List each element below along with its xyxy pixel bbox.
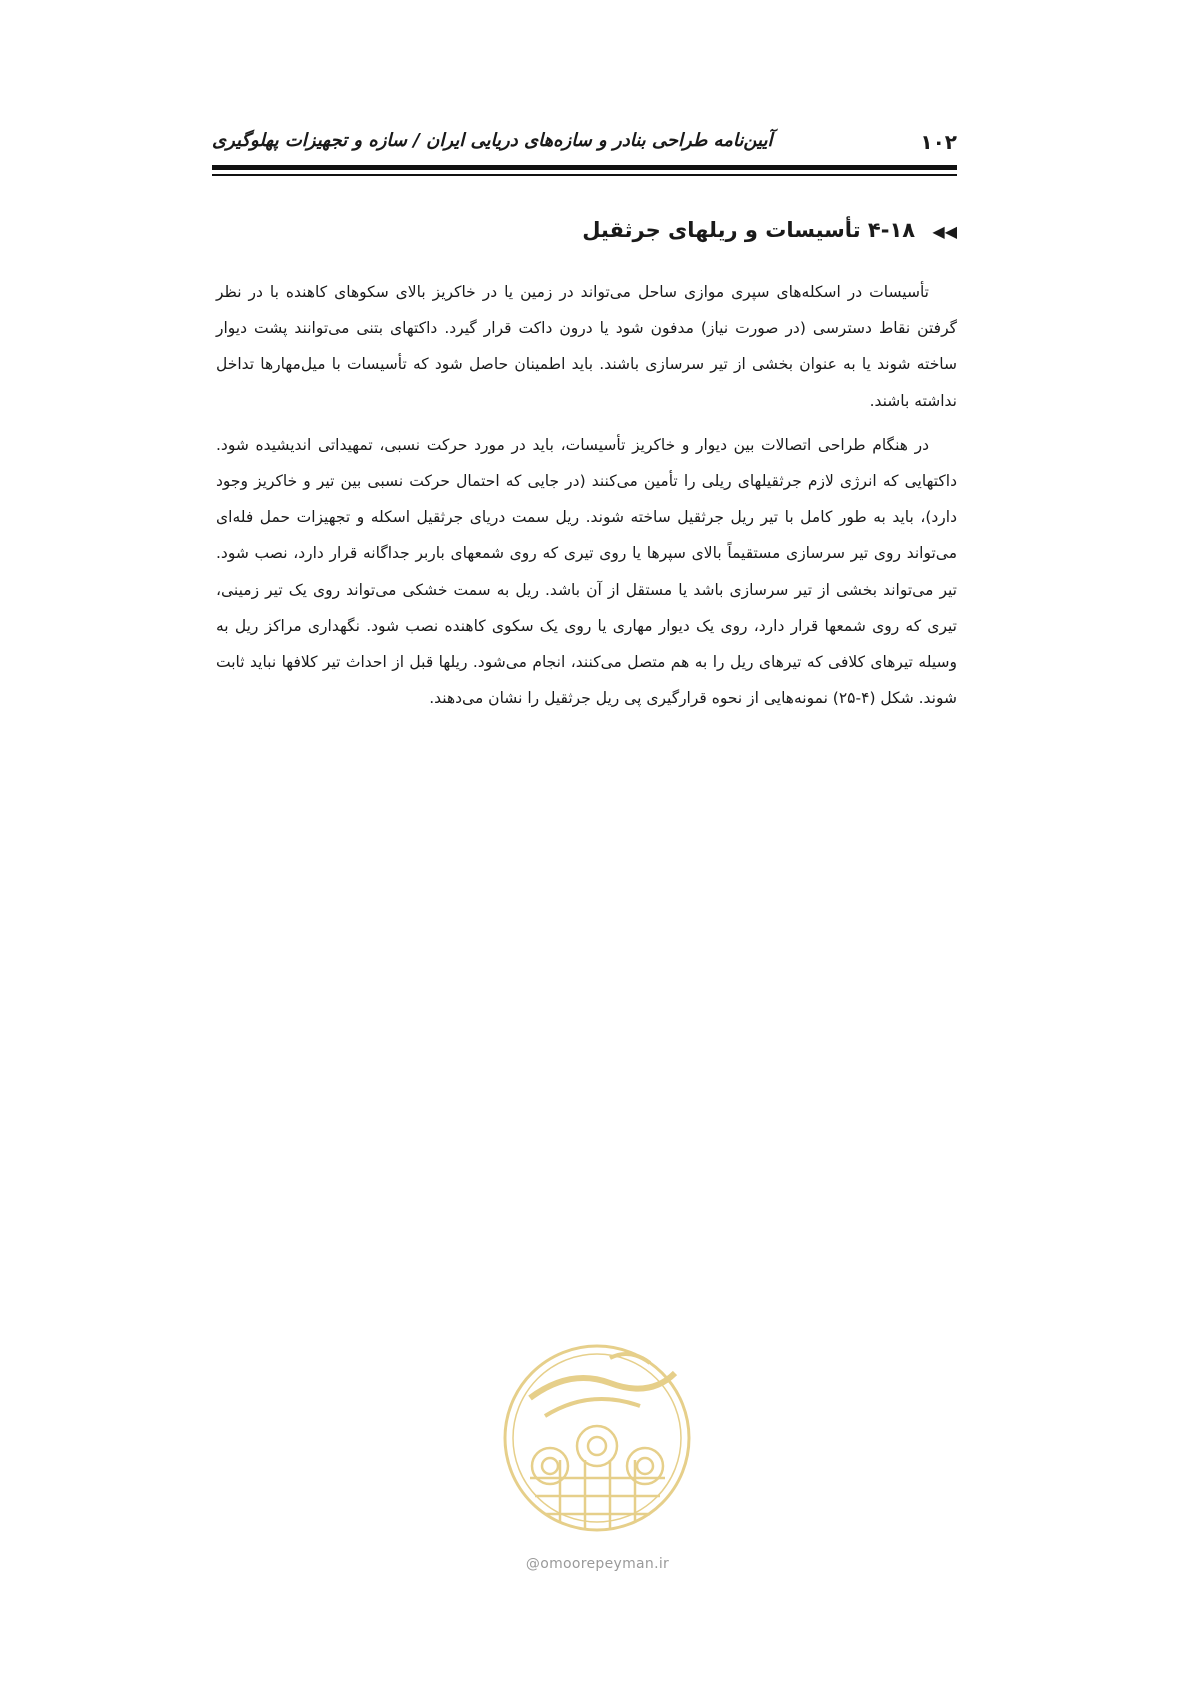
body-text — [216, 274, 957, 716]
section-marker-icon: ◀◀ — [932, 222, 957, 241]
section-title: تأسیسات و ریلهای جرثقیل — [582, 218, 861, 242]
watermark-url: @omoorepeyman.ir — [525, 1556, 670, 1572]
watermark-logo-icon — [490, 1328, 705, 1558]
section-heading — [582, 218, 957, 242]
header-rule-thin — [212, 174, 957, 176]
page-header — [212, 128, 957, 158]
watermark-logo — [490, 1328, 705, 1568]
page-number: ۱۰۲ — [920, 130, 957, 154]
header-rule-thick — [212, 165, 957, 170]
paragraph: در هنگام طراحی اتصالات بین دیوار و خاکریز تأسیسات، باید در مورد حرکت نسبی، تمهیداتی اندیشیده شود. داکتهایی که انرژی لازم جرثقیلهای ریلی را تأمین می‌کنند (در جایی که احتمال حرکت نسبی بین تیر و خاکریز وجود دارد)، باید به طور کامل با تیر ریل جرثقیل ساخته شوند. ریل سمت دریای جرثقیل اسکله و تجهیزات حمل فله‌ای می‌تواند روی تیر سرسازی مستقیماً بالای سپرها یا روی تیری که روی شمعهای باربر جداگانه قرار دارد، نصب شود. تیر می‌تواند بخشی از تیر سرسازی باشد یا مستقل از آن باشد. ریل به سمت خشکی می‌تواند روی یک تیر زمینی، تیری که روی شمعها قرار دارد، روی یک دیوار مهاری یا روی یک سکوی کاهنده نصب شود. نگهداری مراکز ریل به وسیله تیرهای کلافی که تیرهای ریل را به هم متصل می‌کنند، انجام می‌شود. ریلها قبل از احداث تیر کلافها نباید ثابت شوند. شکل (۴-۲۵) نمونه‌هایی از نحوه قرارگیری پی ریل جرثقیل را نشان می‌دهند. — [216, 435, 957, 708]
paragraph: تأسیسات در اسکله‌های سپری موازی ساحل می‌تواند در زمین یا در خاکریز بالای سکوهای کاهنده با در نظر گرفتن نقاط دسترسی (در صورت نیاز) مدفون شود یا درون داکت قرار گیرد. داکتهای بتنی می‌توانند پشت دیوار ساخته شوند یا به عنوان بخشی از تیر سرسازی باشند. باید اطمینان حاصل شود که تأسیسات با میل‌مهارها تداخل نداشته باشند. — [216, 283, 957, 410]
running-title: آیین‌نامه طراحی بنادر و سازه‌های دریایی ایران / سازه و تجهیزات پهلوگیری — [212, 130, 773, 151]
section-number: ۴-۱۸ — [867, 218, 916, 242]
